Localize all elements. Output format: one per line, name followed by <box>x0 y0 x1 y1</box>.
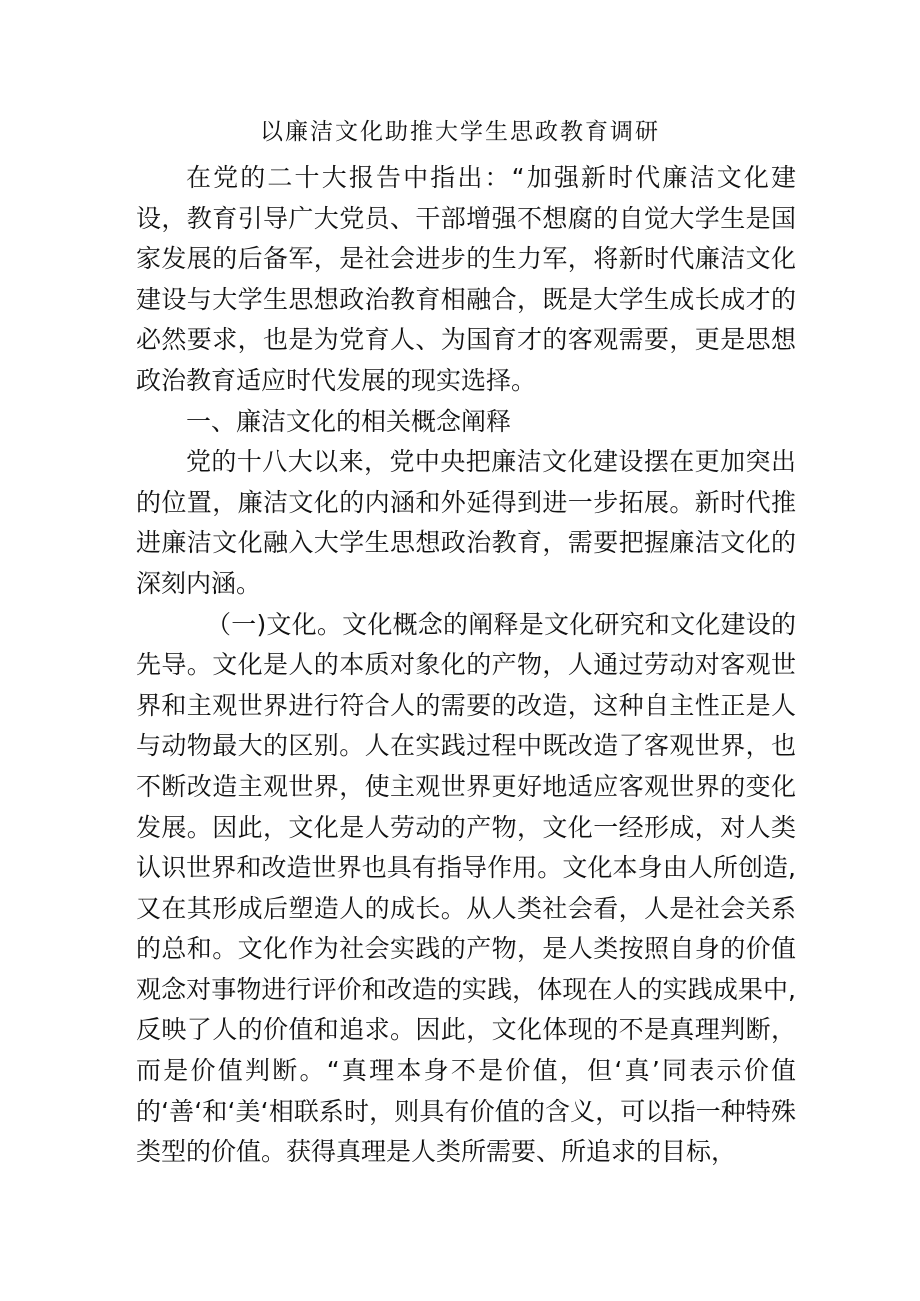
paragraph-section-1: 党的十八大以来，党中央把廉洁文化建设摆在更加突出的位置，廉洁文化的内涵和外延得到进一步拓展。新时代推进廉洁文化融入大学生思想政治教育，需要把握廉洁文化的深刻内涵。 <box>136 447 796 598</box>
document-body <box>136 158 796 1173</box>
document-title: 以廉洁文化助推大学生思政教育调研 <box>260 119 660 145</box>
paragraph-intro: 在党的二十大报告中指出：“加强新时代廉洁文化建设，教育引导广大党员、干部增强不想腐的自觉大学生是国家发展的后备军，是社会进步的生力军，将新时代廉洁文化建设与大学生思想政治教育相融合，既是大学生成长成才的必然要求，也是为党育人、为国育才的客观需要，更是思想政治教育适应时代发展的现实选择。 <box>136 163 796 395</box>
paragraph-culture: （一)文化。文化概念的阐释是文化研究和文化建设的先导。文化是人的本质对象化的产物，人通过劳动对客观世界和主观世界进行符合人的需要的改造，这种自主性正是人与动物最大的区别。人在实践过程中既改造了客观世界，也不断改造主观世界，使主观世界更好地适应客观世界的变化发展。因此，文化是人劳动的产物，文化一经形成，对人类认识世界和改造世界也具有指导作用。文化本身由人所创造,又在其形成后塑造人的成长。从人类社会看，人是社会关系的总和。文化作为社会实践的产物，是人类按照自身的价值观念对事物进行评价和改造的实践，体现在人的实践成果中,反映了人的价值和追求。因此，文化体现的不是真理判断，而是价值判断。“真理本身不是价值，但‘真’同表示价值的‘善‘和‘美‘相联系时，则具有价值的含义，可以指一种特殊类型的价值。获得真理是人类所需要、所追求的目标， <box>136 609 796 1167</box>
section-heading-1: 一、廉洁文化的相关概念阐释 <box>186 406 512 436</box>
